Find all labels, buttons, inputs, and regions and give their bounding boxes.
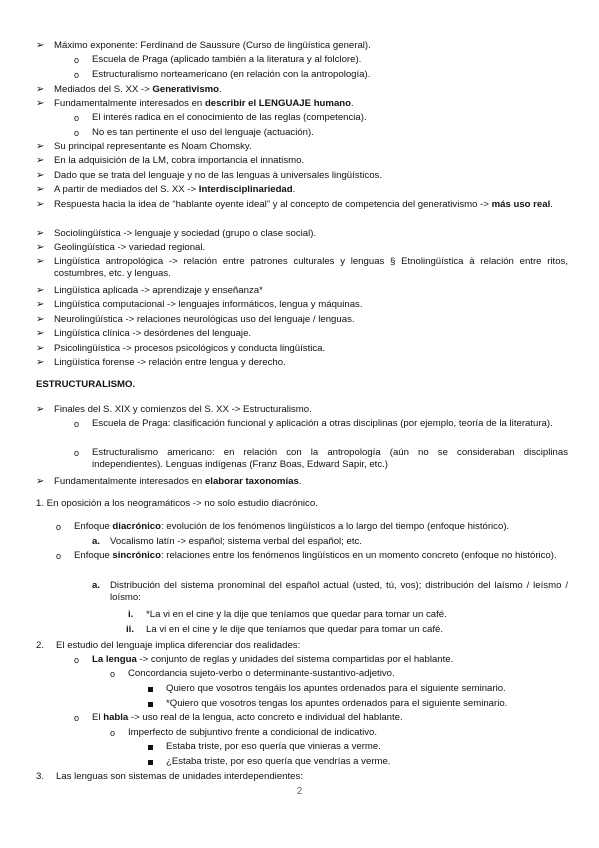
arrow-bullet-icon: ➢ <box>36 228 45 239</box>
square-bullet-icon <box>148 702 153 707</box>
arrow-bullet-icon: ➢ <box>36 242 45 253</box>
text-paragraph: Escuela de Praga: clasificación funcional y aplicación a otras disciplinas (por ejemplo, teoría de la literatura). <box>92 418 553 429</box>
text-paragraph: Lingüística antropológica -> relación entre patrones culturales y lenguas § Etnolingüística à relación entre ritos, costumbres, etc. y lenguas. <box>54 256 568 279</box>
text-line: Fundamentalmente interesados en elaborar taxonomías. <box>54 476 302 487</box>
section-heading: ESTRUCTURALISMO. <box>36 379 136 390</box>
text-line: Lingüística forense -> relación entre lengua y derecho. <box>54 357 286 368</box>
text-line: Escuela de Praga (aplicado también a la literatura y al folclore). <box>92 54 362 65</box>
list-number: 2. <box>36 640 45 651</box>
text-line: Su principal representante es Noam Chomsky. <box>54 141 252 152</box>
text-line: En la adquisición de la LM, cobra importancia el innatismo. <box>54 155 305 166</box>
text-line: 1. En oposición a los neogramáticos -> no solo estudio diacrónico. <box>36 498 318 509</box>
text-line: Vocalismo latín -> español; sistema verbal del español; etc. <box>110 536 362 547</box>
text-line: Geolingüística -> variedad regional. <box>54 242 206 253</box>
text-line: La vi en el cine y le dije que teníamos que quedar para tomar un café. <box>146 624 444 635</box>
list-label: a. <box>92 536 101 547</box>
page-number: 2 <box>296 786 303 797</box>
text-paragraph: Enfoque sincrónico: relaciones entre los fenómenos lingüísticos en un momento concreto (enfoque no histórico). <box>74 550 557 561</box>
text-line: Máximo exponente: Ferdinand de Saussure (Curso de lingüística general). <box>54 40 371 51</box>
circle-bullet-icon: o <box>74 128 80 138</box>
circle-bullet-icon: o <box>56 522 62 532</box>
text-paragraph: Estructuralismo americano: en relación con la antropología (aún no se consideraban disciplinas independientes). Lenguas indígenas (Franz Boas, Edward Sapir, etc.) <box>92 447 568 470</box>
list-label: a. <box>92 580 101 591</box>
arrow-bullet-icon: ➢ <box>36 343 45 354</box>
text-line: Enfoque diacrónico: evolución de los fenómenos lingüísticos a lo largo del tiempo (enfoque histórico). <box>74 521 510 532</box>
arrow-bullet-icon: ➢ <box>36 98 45 109</box>
arrow-bullet-icon: ➢ <box>36 84 45 95</box>
text-line: Quiero que vosotros tengáis los apuntes ordenados para el siguiente seminario. <box>166 683 506 694</box>
text-line: Fundamentalmente interesados en describir el LENGUAJE humano. <box>54 98 354 109</box>
text-paragraph: Distribución del sistema pronominal del español actual (usted, tú, vos); distribución del laísmo / leísmo / loísmo: <box>110 580 568 603</box>
text-line: Estaba triste, por eso quería que vinieras a verme. <box>166 741 381 752</box>
arrow-bullet-icon: ➢ <box>36 184 45 195</box>
circle-bullet-icon: o <box>110 669 116 679</box>
text-line: Psicolingüística -> procesos psicológicos y conducta lingüística. <box>54 343 326 354</box>
text-line: A partir de mediados del S. XX -> Interdisciplinariedad. <box>54 184 296 195</box>
circle-bullet-icon: o <box>56 551 62 561</box>
text-line: La lengua -> conjunto de reglas y unidades del sistema compartidas por el hablante. <box>92 654 454 665</box>
text-line: El estudio del lenguaje implica diferenciar dos realidades: <box>56 640 301 651</box>
text-paragraph: Respuesta hacia la idea de “hablante oyente ideal” y al concepto de competencia del generativismo -> más uso real. <box>54 199 553 210</box>
arrow-bullet-icon: ➢ <box>36 476 45 487</box>
text-line: ¿Estaba triste, por eso quería que vendrías a verme. <box>166 756 391 767</box>
text-line: Mediados del S. XX -> Generativismo. <box>54 84 222 95</box>
text-line: Estructuralismo norteamericano (en relación con la antropología). <box>92 69 371 80</box>
circle-bullet-icon: o <box>74 713 80 723</box>
arrow-bullet-icon: ➢ <box>36 328 45 339</box>
list-label: ii. <box>126 624 134 635</box>
arrow-bullet-icon: ➢ <box>36 256 45 267</box>
text-line: Sociolingüística -> lenguaje y sociedad (grupo o clase social). <box>54 228 317 239</box>
text-line: Finales del S. XIX y comienzos del S. XX -> Estructuralismo. <box>54 404 312 415</box>
circle-bullet-icon: o <box>74 70 80 80</box>
arrow-bullet-icon: ➢ <box>36 170 45 181</box>
text-line: *La vi en el cine y la dije que teníamos que quedar para tomar un café. <box>146 609 447 620</box>
list-number: 3. <box>36 771 45 782</box>
square-bullet-icon <box>148 687 153 692</box>
text-line: *Quiero que vosotros tengas los apuntes ordenados para el siguiente seminario. <box>166 698 508 709</box>
arrow-bullet-icon: ➢ <box>36 357 45 368</box>
text-line: Lingüística clínica -> desórdenes del lenguaje. <box>54 328 252 339</box>
circle-bullet-icon: o <box>74 448 80 458</box>
list-label: i. <box>128 609 134 620</box>
arrow-bullet-icon: ➢ <box>36 199 45 210</box>
arrow-bullet-icon: ➢ <box>36 404 45 415</box>
arrow-bullet-icon: ➢ <box>36 155 45 166</box>
text-line: Concordancia sujeto-verbo o determinante-sustantivo-adjetivo. <box>128 668 395 679</box>
circle-bullet-icon: o <box>74 113 80 123</box>
square-bullet-icon <box>148 760 153 765</box>
text-line: El habla -> uso real de la lengua, acto concreto e individual del hablante. <box>92 712 403 723</box>
square-bullet-icon <box>148 745 153 750</box>
arrow-bullet-icon: ➢ <box>36 314 45 325</box>
text-line: El interés radica en el conocimiento de las reglas (competencia). <box>92 112 367 123</box>
arrow-bullet-icon: ➢ <box>36 299 45 310</box>
circle-bullet-icon: o <box>74 419 80 429</box>
text-line: Lingüística computacional -> lenguajes informáticos, lengua y máquinas. <box>54 299 363 310</box>
circle-bullet-icon: o <box>110 728 116 738</box>
circle-bullet-icon: o <box>74 655 80 665</box>
arrow-bullet-icon: ➢ <box>36 285 45 296</box>
text-line: No es tan pertinente el uso del lenguaje (actuación). <box>92 127 314 138</box>
text-line: Neurolingüística -> relaciones neurológicas uso del lenguaje / lenguas. <box>54 314 355 325</box>
text-line: Las lenguas son sistemas de unidades interdependientes: <box>56 771 303 782</box>
arrow-bullet-icon: ➢ <box>36 141 45 152</box>
text-line: Lingüística aplicada -> aprendizaje y enseñanza* <box>54 285 263 296</box>
arrow-bullet-icon: ➢ <box>36 40 45 51</box>
circle-bullet-icon: o <box>74 55 80 65</box>
text-line: Dado que se trata del lenguaje y no de las lenguas à universales lingüísticos. <box>54 170 382 181</box>
text-line: Imperfecto de subjuntivo frente a condicional de indicativo. <box>128 727 378 738</box>
